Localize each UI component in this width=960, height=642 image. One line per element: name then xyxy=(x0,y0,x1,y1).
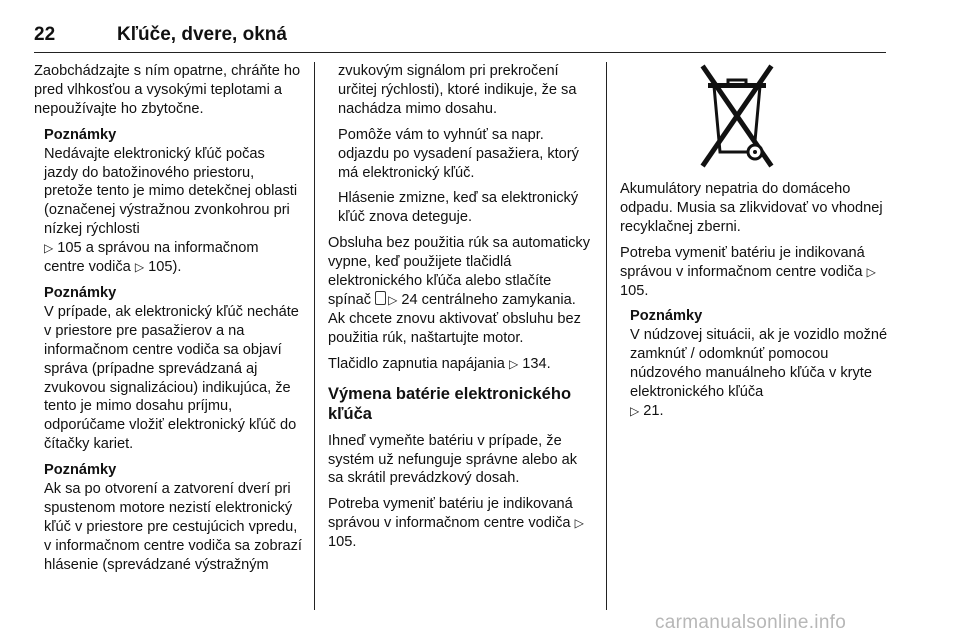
paragraph-text: Obsluha bez použitia rúk sa automaticky vypne, keď použijete tlačidlá elektronického kľúča alebo stlačíte spínač xyxy=(328,235,591,308)
note xyxy=(620,307,888,420)
paragraph-text: Tlačidlo zapnutia napájania xyxy=(328,355,509,372)
note-text: Ak sa po otvorení a zatvorení dverí pri spustenom motore nezistí elektronický kľúč v priestore pre cestujúcich vpredu, v informačnom centre vodiča sa zobrazí hlásenie (sprevádzané výstražným xyxy=(44,481,302,573)
note-text: Nedávajte elektronický kľúč počas jazdy do batožinového priestoru, pretože tento je mimo detekčnej oblasti (označenej výstražnou zvonkohrou pri nízkej rýchlosti xyxy=(44,145,298,238)
paragraph-text: . xyxy=(644,282,649,299)
column-divider xyxy=(606,62,607,610)
paragraph-text: . xyxy=(352,534,357,551)
note-text: Pomôže vám to vyhnúť sa napr. odjazdu po vysadení pasažiera, ktorý má elektronický kľúč. xyxy=(338,126,579,181)
note-title: Poznámky xyxy=(44,462,117,479)
page-reference-icon: ▷ xyxy=(508,356,519,371)
paragraph-text: Potreba vymeniť batériu je indikovaná správou v informačnom centre vodiča xyxy=(328,496,575,532)
note xyxy=(34,284,302,454)
page-ref: 24 xyxy=(401,291,418,308)
page-number: 22 xyxy=(34,24,56,45)
note-text: zvukovým signálom pri prekročení určitej rýchlosti), ktoré indikuje, že sa nachádza mimo dosahu. xyxy=(338,63,577,117)
page-ref: 105 xyxy=(57,240,82,257)
column-2 xyxy=(328,62,596,559)
note-title: Poznámky xyxy=(630,308,703,325)
note xyxy=(34,126,302,277)
paragraph-text: Potreba vymeniť batériu je indikovaná správou v informačnom centre vodiča xyxy=(620,244,867,280)
page-reference-icon: ▷ xyxy=(574,516,584,531)
page-header xyxy=(34,22,886,53)
watermark: carmanualsonline.info xyxy=(655,612,847,633)
paragraph: Zaobchádzajte s ním opatrne, chráňte ho pred vlhkosťou a vysokými teplotami a nepoužívajte ho zbytočne. xyxy=(34,63,301,117)
note-text: a správou na informačnom centre vodiča xyxy=(44,240,259,276)
note-text: ). xyxy=(172,259,182,276)
lock-switch-icon xyxy=(375,291,386,305)
paragraph xyxy=(328,234,596,347)
note-text: Hlásenie zmizne, keď sa elektronický kľúč znova deteguje. xyxy=(338,190,579,226)
crossed-out-wheelie-bin-icon xyxy=(698,64,776,168)
column-3 xyxy=(620,180,888,428)
note-continued xyxy=(328,62,596,227)
column-divider xyxy=(314,62,315,610)
page-reference-icon: ▷ xyxy=(866,264,876,279)
page-reference-icon: ▷ xyxy=(630,403,640,418)
page-reference-icon: ▷ xyxy=(134,260,145,275)
paragraph xyxy=(328,495,596,552)
page-ref: 21 xyxy=(643,402,660,419)
page-ref: 105 xyxy=(148,259,173,276)
paragraph-text: . xyxy=(546,355,551,372)
paragraph: Akumulátory nepatria do domáceho odpadu. Musia sa zlikvidovať vo vhodnej recyklačnej zberni. xyxy=(620,181,883,235)
note-text: . xyxy=(659,402,664,419)
note xyxy=(34,461,302,574)
paragraph xyxy=(620,244,888,301)
column-1 xyxy=(34,62,302,582)
note-title: Poznámky xyxy=(44,284,117,301)
note-title: Poznámky xyxy=(44,126,117,143)
page-ref: 105 xyxy=(328,534,353,551)
note-text: V prípade, ak elektronický kľúč necháte v priestore pre pasažierov a na informačnom centre vodiča sa objaví správa (prípadne sprevádzaná aj zvukovou signalizáciou) indikujúca, že tento je mimo dosahu príjmu, odporúčame vložiť elektronický kľúč do čítačky kariet. xyxy=(44,303,299,453)
page-reference-icon: ▷ xyxy=(388,292,398,307)
page-ref: 105 xyxy=(620,282,645,299)
page-reference-icon: ▷ xyxy=(44,241,54,256)
page-ref: 134 xyxy=(522,355,547,372)
paragraph xyxy=(328,355,596,374)
section-heading: Výmena batérie elektronického kľúča xyxy=(328,384,572,423)
chapter-title: Kľúče, dvere, okná xyxy=(117,24,287,45)
note-text: V núdzovej situácii, ak je vozidlo možné zamknúť / odomknúť pomocou núdzového manuálneho kľúča v kryte elektronického kľúča xyxy=(630,327,888,401)
paragraph-text: centrálneho zamykania. Ak chcete znovu aktivovať obsluhu bez použitia rúk, naštartujte motor. xyxy=(328,291,581,346)
paragraph: Ihneď vymeňte batériu v prípade, že systém už nefunguje správne alebo ak sa skrátil prevádzkový dosah. xyxy=(328,432,578,487)
